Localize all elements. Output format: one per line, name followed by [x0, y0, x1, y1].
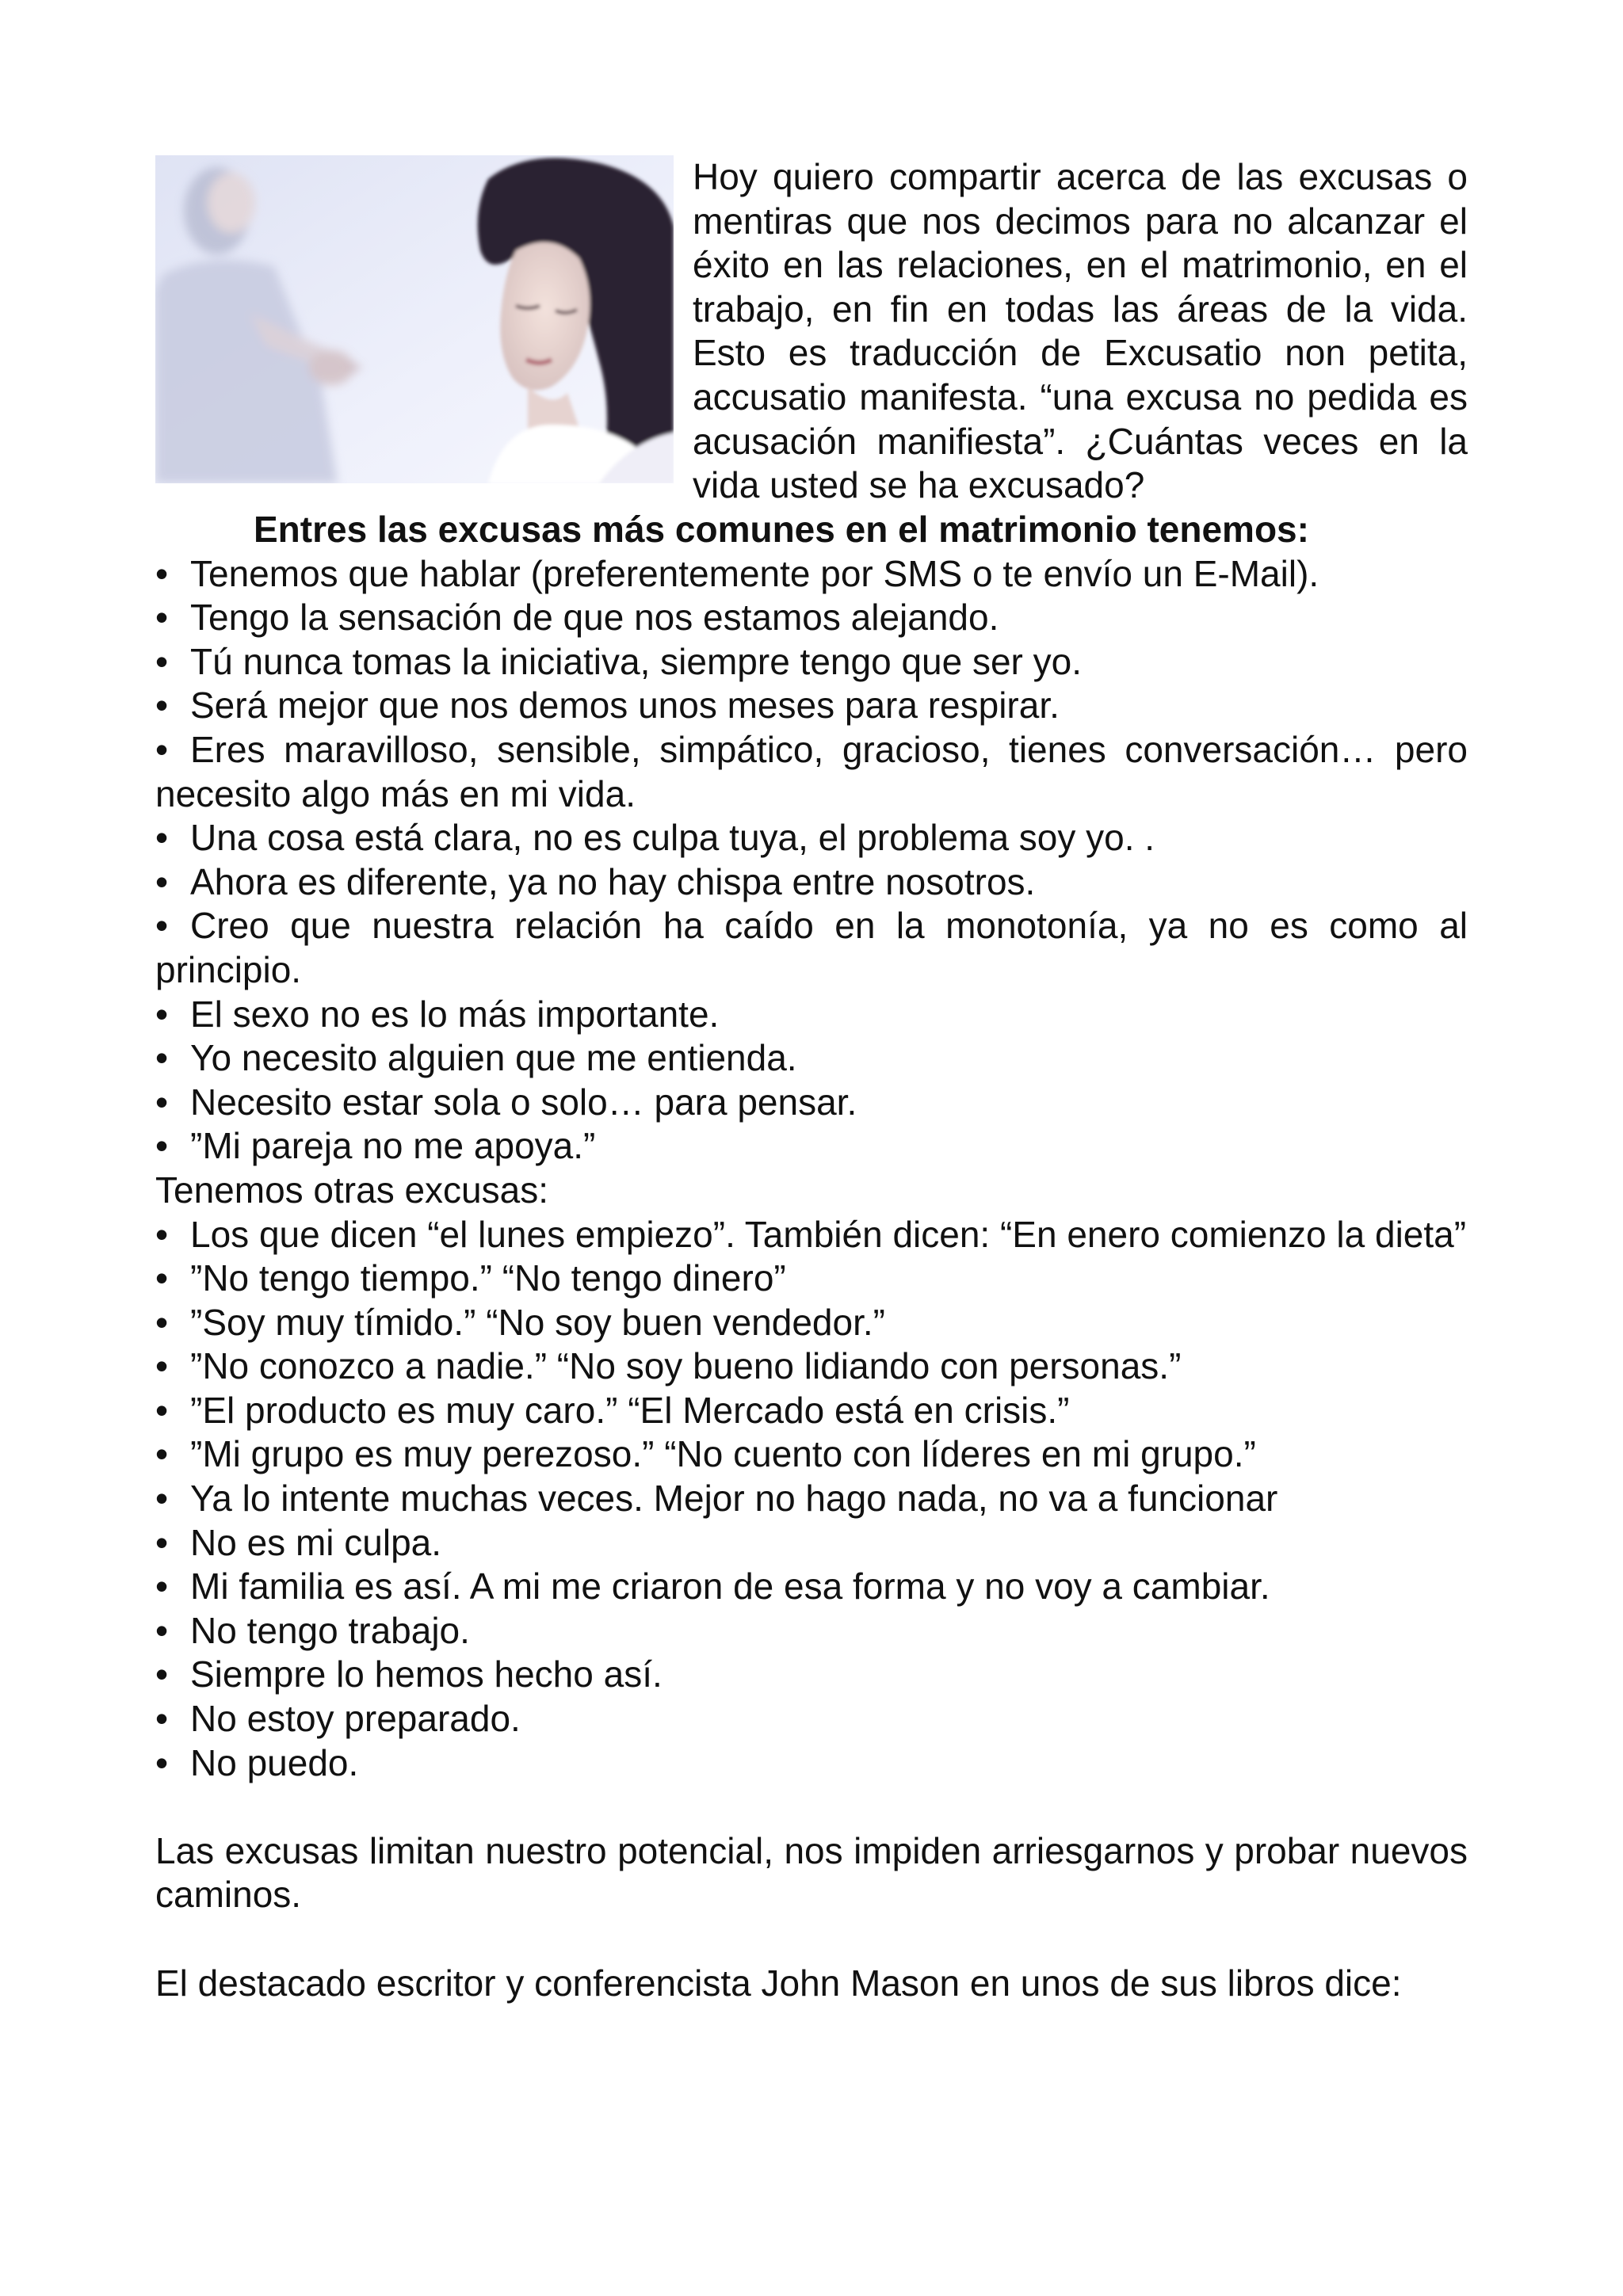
list-item — [155, 1124, 1468, 1169]
list-item-text: El sexo no es lo más importante. — [190, 993, 720, 1035]
bullet-icon: • — [155, 1698, 169, 1740]
list-item — [155, 1257, 1468, 1301]
other-excuses-heading: Tenemos otras excusas: — [155, 1169, 549, 1211]
list-item — [155, 1741, 1468, 1786]
bullet-icon: • — [155, 597, 169, 639]
document-page — [155, 155, 1468, 2005]
bullet-icon: • — [155, 1521, 169, 1563]
bullet-icon: • — [155, 1125, 169, 1167]
spacer — [155, 1785, 1468, 1829]
bullet-icon: • — [155, 905, 169, 947]
couple-photo — [155, 155, 674, 483]
list-item — [155, 1036, 1468, 1081]
list-item-text: No tengo trabajo. — [190, 1609, 470, 1651]
list-item-text: Siempre lo hemos hecho así. — [190, 1653, 663, 1695]
bullet-icon: • — [155, 1389, 169, 1431]
list-item — [155, 1653, 1468, 1697]
list-item-text: Yo necesito alguien que me entienda. — [190, 1037, 797, 1079]
list-item — [155, 860, 1468, 905]
marriage-excuses-heading: Entres las excusas más comunes en el matrimonio tenemos: — [254, 509, 1309, 550]
bullet-icon: • — [155, 640, 169, 682]
list-item-text: ”No tengo tiempo.” “No tengo dinero” — [190, 1257, 786, 1299]
bullet-icon: • — [155, 1037, 169, 1079]
list-item-text: Mi familia es así. A mi me criaron de esa forma y no voy a cambiar. — [190, 1566, 1270, 1608]
bullet-icon: • — [155, 1433, 169, 1475]
bullet-icon: • — [155, 552, 169, 594]
bullet-icon: • — [155, 1345, 169, 1387]
bullet-icon: • — [155, 728, 169, 770]
other-excuses-list — [155, 1213, 1468, 1786]
list-item-text: Ahora es diferente, ya no hay chispa entre nosotros. — [190, 860, 1036, 902]
list-item-text: Una cosa está clara, no es culpa tuya, el problema soy yo. . — [190, 817, 1155, 859]
list-item-text: Necesito estar sola o solo… para pensar. — [190, 1081, 857, 1123]
list-item — [155, 1477, 1468, 1521]
list-item-text: Creo que nuestra relación ha caído en la monotonía, ya no es como al principio. — [155, 905, 1468, 990]
bullet-icon: • — [155, 993, 169, 1035]
intro-section — [155, 155, 1468, 508]
list-item — [155, 1081, 1468, 1125]
closing-paragraph: Las excusas limitan nuestro potencial, nos impiden arriesgarnos y probar nuevos caminos. — [155, 1829, 1468, 1916]
list-item-text: ”Mi grupo es muy perezoso.” “No cuento con líderes en mi grupo.” — [190, 1433, 1256, 1475]
list-item-text: ”Soy muy tímido.” “No soy buen vendedor.” — [190, 1301, 885, 1343]
bullet-icon: • — [155, 685, 169, 727]
list-item — [155, 1213, 1468, 1257]
list-item — [155, 640, 1468, 685]
marriage-excuses-list — [155, 552, 1468, 1169]
list-item-text: Tenemos que hablar (preferentemente por SMS o te envío un E-Mail). — [190, 552, 1319, 594]
list-item-text: ”El producto es muy caro.” “El Mercado está en crisis.” — [190, 1389, 1070, 1431]
list-item — [155, 1697, 1468, 1741]
bullet-icon: • — [155, 1566, 169, 1608]
bullet-icon: • — [155, 1741, 169, 1783]
list-item — [155, 1565, 1468, 1609]
bullet-icon: • — [155, 860, 169, 902]
intro-paragraph: Hoy quiero compartir acerca de las excusas o mentiras que nos decimos para no alcanzar el éxito en las relaciones, en el matrimonio, en el trabajo, en fin en todas las áreas de la vida. Esto es traducción de Excusatio non petita, accusatio manifesta. “una excusa no pedida es acusación manifiesta”. ¿Cuántas veces en la vida usted se ha excusado? — [693, 156, 1468, 506]
list-item — [155, 1521, 1468, 1566]
list-item-text: Tengo la sensación de que nos estamos alejando. — [190, 597, 999, 639]
list-item — [155, 1432, 1468, 1477]
list-item — [155, 816, 1468, 860]
list-item — [155, 993, 1468, 1037]
list-item-text: No es mi culpa. — [190, 1521, 442, 1563]
list-item-text: Los que dicen “el lunes empiezo”. También dicen: “En enero comienzo la dieta” — [190, 1213, 1467, 1255]
list-item-text: Tú nunca tomas la iniciativa, siempre tengo que ser yo. — [190, 640, 1083, 682]
bullet-icon: • — [155, 1213, 169, 1255]
bullet-icon: • — [155, 1609, 169, 1651]
list-item — [155, 1301, 1468, 1345]
list-item-text: No estoy preparado. — [190, 1698, 521, 1740]
bullet-icon: • — [155, 817, 169, 859]
bullet-icon: • — [155, 1478, 169, 1520]
list-item — [155, 552, 1468, 597]
list-item-text: ”Mi pareja no me apoya.” — [190, 1125, 596, 1167]
list-item — [155, 1344, 1468, 1389]
final-paragraph: El destacado escritor y conferencista John Mason en unos de sus libros dice: — [155, 1962, 1402, 2004]
list-item — [155, 904, 1468, 992]
list-item-text: No puedo. — [190, 1741, 359, 1783]
list-item — [155, 684, 1468, 728]
list-item — [155, 1389, 1468, 1433]
bullet-icon: • — [155, 1081, 169, 1123]
list-item — [155, 1609, 1468, 1653]
list-item-text: Eres maravilloso, sensible, simpático, gracioso, tienes conversación… pero necesito algo más en mi vida. — [155, 728, 1468, 814]
list-item — [155, 728, 1468, 816]
bullet-icon: • — [155, 1653, 169, 1695]
list-item — [155, 596, 1468, 640]
list-item-text: Será mejor que nos demos unos meses para respirar. — [190, 685, 1060, 727]
list-item-text: Ya lo intente muchas veces. Mejor no hago nada, no va a funcionar — [190, 1478, 1278, 1520]
list-item-text: ”No conozco a nadie.” “No soy bueno lidiando con personas.” — [190, 1345, 1182, 1387]
spacer — [155, 1917, 1468, 1962]
bullet-icon: • — [155, 1257, 169, 1299]
bullet-icon: • — [155, 1301, 169, 1343]
